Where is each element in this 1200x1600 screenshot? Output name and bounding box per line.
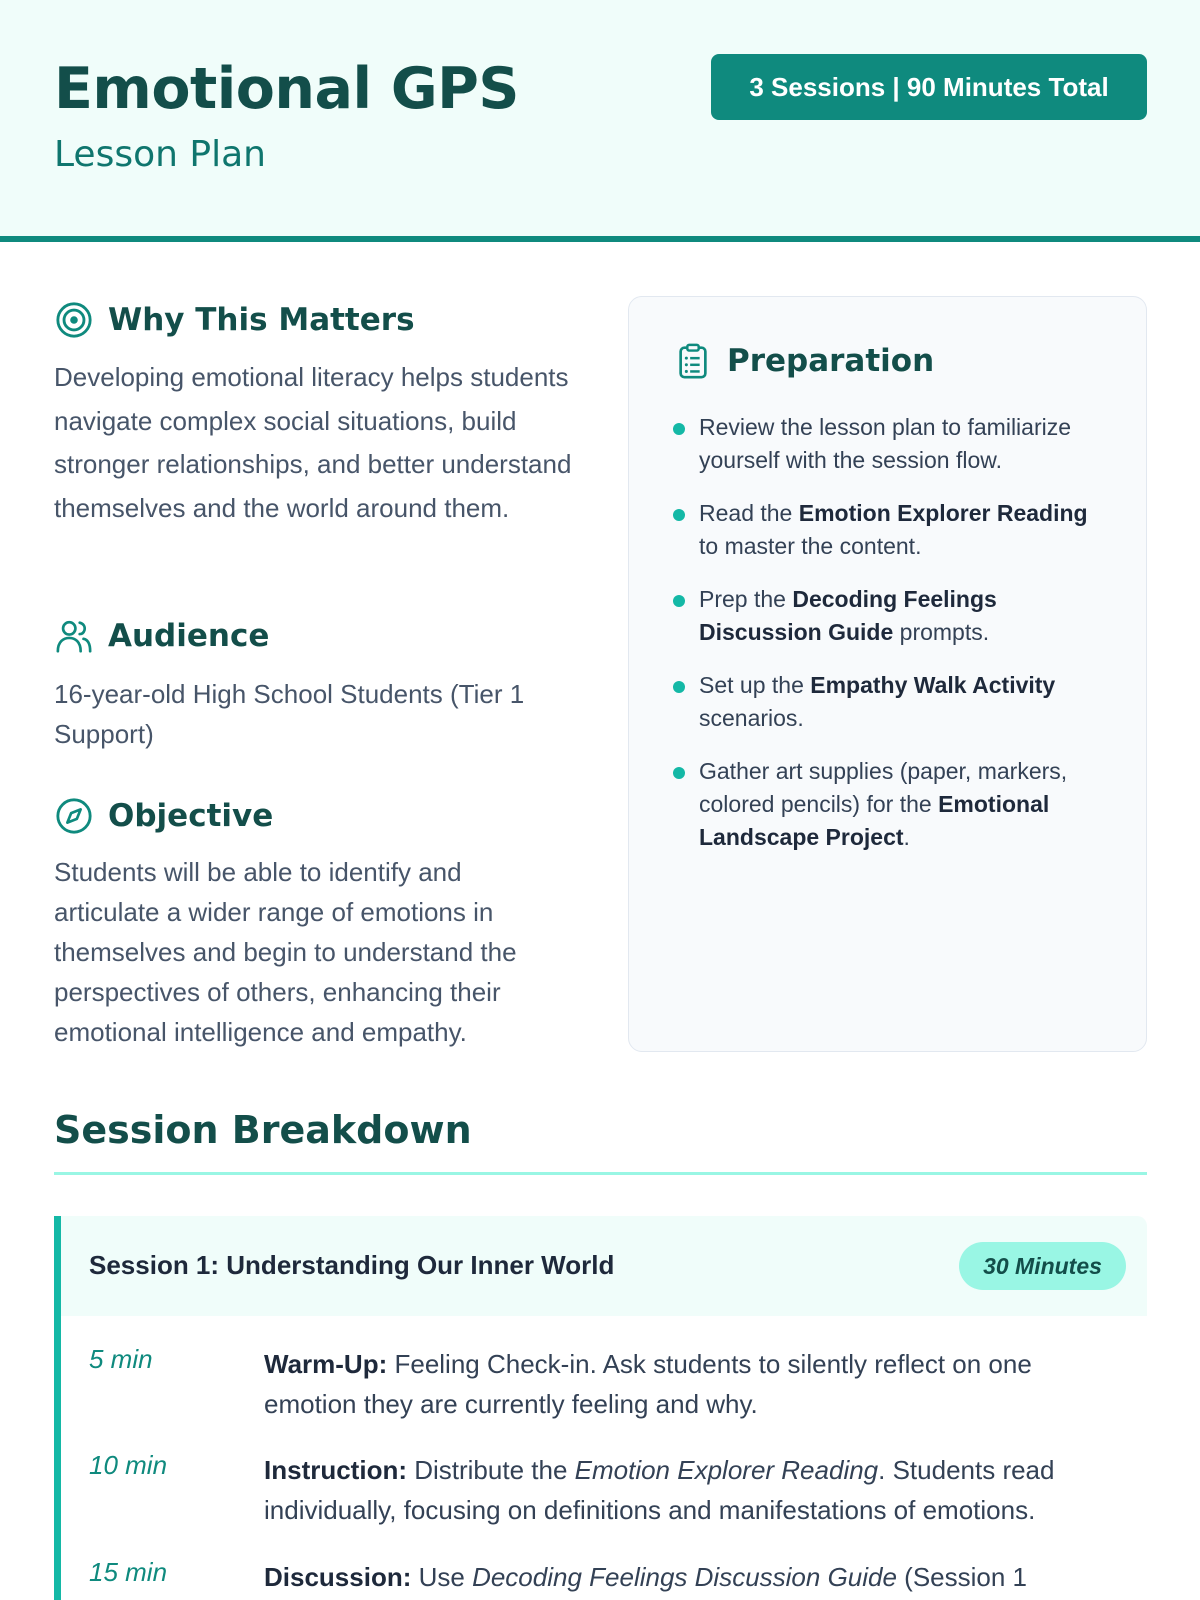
session-card — [54, 1216, 1147, 1600]
bullet-icon — [673, 595, 685, 607]
breakdown-title: Session Breakdown — [54, 1108, 472, 1152]
step-time: 5 min — [89, 1344, 153, 1374]
step-time: 10 min — [89, 1450, 168, 1480]
list-item: Read the Emotion Explorer Reading to master the content. — [671, 497, 1111, 563]
list-item: Set up the Empathy Walk Activity scenarios. — [671, 669, 1111, 735]
clipboard-icon — [673, 341, 713, 381]
audience-title: Audience — [108, 618, 270, 654]
preparation-title: Preparation — [727, 343, 935, 379]
bullet-icon — [673, 767, 685, 779]
session-title: Session 1: Understanding Our Inner World — [89, 1250, 615, 1280]
objective-text: Students will be able to identify and articulate a wider range of emotions in themselves and begin to understand the perspectives of others, enhancing their emotional intelligence and empathy. — [54, 857, 517, 1047]
why-text: Developing emotional literacy helps students navigate complex social situations, build stronger relationships, and better understand themselves and the world around them. — [54, 362, 572, 523]
list-item: Prep the Decoding Feelings Discussion Guide prompts. — [671, 583, 1111, 649]
bullet-icon — [673, 681, 685, 693]
bullet-icon — [673, 509, 685, 521]
list-item: Review the lesson plan to familiarize yourself with the session flow. — [671, 411, 1111, 477]
step-text: Warm-Up: Feeling Check-in. Ask students to silently reflect on one emotion they are currently feeling and why. — [264, 1349, 1032, 1419]
preparation-card — [628, 296, 1147, 1052]
audience-heading — [54, 616, 269, 656]
bullet-icon — [673, 423, 685, 435]
compass-icon — [54, 796, 94, 836]
target-icon — [54, 300, 94, 340]
why-heading — [54, 300, 415, 340]
users-icon — [54, 616, 94, 656]
objective-heading — [54, 796, 273, 836]
step-time: 15 min — [89, 1557, 168, 1587]
step-text: Discussion: Use Decoding Feelings Discussion Guide (Session 1 — [264, 1562, 1028, 1592]
preparation-heading — [673, 341, 934, 381]
list-item: Gather art supplies (paper, markers, colored pencils) for the Emotional Landscape Project. — [671, 755, 1111, 854]
audience-text: 16-year-old High School Students (Tier 1 Support) — [54, 679, 525, 749]
session-duration-badge: 30 Minutes — [959, 1242, 1126, 1290]
divider — [54, 1172, 1147, 1175]
page-subtitle: Lesson Plan — [54, 134, 266, 175]
why-title: Why This Matters — [108, 302, 415, 338]
step-text: Instruction: Distribute the Emotion Explorer Reading. Students read individually, focusing on definitions and manifestations of emotions. — [264, 1455, 1055, 1525]
objective-title: Objective — [108, 798, 274, 834]
session-header — [61, 1216, 1147, 1316]
page-header — [0, 0, 1200, 242]
page-title: Emotional GPS — [54, 56, 519, 122]
session-summary-badge: 3 Sessions | 90 Minutes Total — [711, 54, 1147, 120]
preparation-list — [671, 411, 1111, 874]
